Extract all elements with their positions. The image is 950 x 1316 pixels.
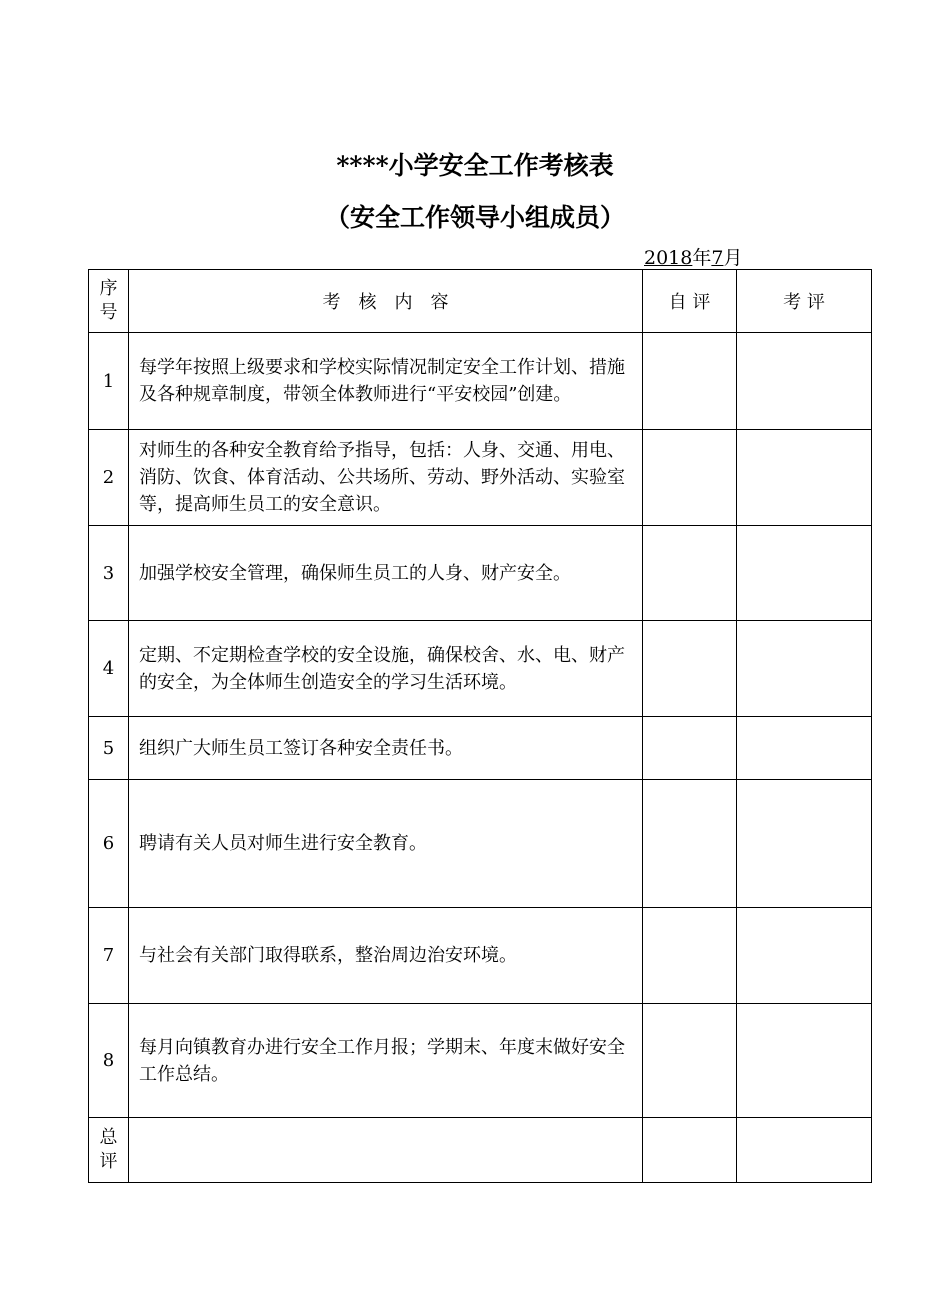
- row-number: 2: [89, 430, 129, 526]
- review-eval-cell[interactable]: [737, 526, 872, 621]
- summary-review-cell[interactable]: [737, 1118, 872, 1183]
- review-eval-cell[interactable]: [737, 621, 872, 717]
- summary-content-cell[interactable]: [129, 1118, 643, 1183]
- self-eval-cell[interactable]: [643, 430, 737, 526]
- table-row: [89, 717, 872, 780]
- table-row: [89, 333, 872, 430]
- row-number: 4: [89, 621, 129, 717]
- assessment-table: [88, 269, 872, 1183]
- row-content: 定期、不定期检查学校的安全设施，确保校舍、水、电、财产的安全，为全体师生创造安全的学习生活环境。: [129, 621, 643, 717]
- self-eval-cell[interactable]: [643, 780, 737, 908]
- header-review-eval: 考 评: [737, 270, 872, 333]
- date-month-suffix: 月: [723, 247, 743, 269]
- summary-row: [89, 1118, 872, 1183]
- header-index-top: 序: [99, 278, 118, 299]
- row-number: 1: [89, 333, 129, 430]
- row-number: 5: [89, 717, 129, 780]
- date-line: [644, 243, 742, 270]
- table-row: [89, 780, 872, 908]
- review-eval-cell[interactable]: [737, 717, 872, 780]
- row-content: 每月向镇教育办进行安全工作月报；学期末、年度末做好安全工作总结。: [129, 1004, 643, 1118]
- self-eval-cell[interactable]: [643, 526, 737, 621]
- row-number: 8: [89, 1004, 129, 1118]
- row-content: 组织广大师生员工签订各种安全责任书。: [129, 717, 643, 780]
- summary-self-cell[interactable]: [643, 1118, 737, 1183]
- row-content: 加强学校安全管理，确保师生员工的人身、财产安全。: [129, 526, 643, 621]
- summary-label-top: 总: [99, 1127, 118, 1148]
- review-eval-cell[interactable]: [737, 333, 872, 430]
- page-subtitle: （安全工作领导小组成员）: [324, 203, 625, 232]
- date-year: 2018: [644, 247, 693, 269]
- table-row: [89, 430, 872, 526]
- self-eval-cell[interactable]: [643, 717, 737, 780]
- table-row: [89, 908, 872, 1004]
- header-row: [89, 270, 872, 333]
- review-eval-cell[interactable]: [737, 908, 872, 1004]
- table-row: [89, 1004, 872, 1118]
- self-eval-cell[interactable]: [643, 333, 737, 430]
- header-index-bottom: 号: [99, 302, 118, 323]
- review-eval-cell[interactable]: [737, 430, 872, 526]
- header-self-eval: 自 评: [643, 270, 737, 333]
- review-eval-cell[interactable]: [737, 780, 872, 908]
- header-index: [89, 270, 129, 333]
- page-title: ****小学安全工作考核表: [336, 151, 614, 180]
- self-eval-cell[interactable]: [643, 1004, 737, 1118]
- table-row: [89, 621, 872, 717]
- row-content: 每学年按照上级要求和学校实际情况制定安全工作计划、措施及各种规章制度，带领全体教师进行“平安校园”创建。: [129, 333, 643, 430]
- table-row: [89, 526, 872, 621]
- self-eval-cell[interactable]: [643, 621, 737, 717]
- self-eval-cell[interactable]: [643, 908, 737, 1004]
- header-content: 考 核 内 容: [129, 270, 643, 333]
- row-number: 6: [89, 780, 129, 908]
- summary-label: [89, 1118, 129, 1183]
- row-content: 与社会有关部门取得联系，整治周边治安环境。: [129, 908, 643, 1004]
- summary-label-bottom: 评: [99, 1151, 118, 1172]
- date-month: 7: [711, 247, 724, 269]
- row-number: 7: [89, 908, 129, 1004]
- row-content: 对师生的各种安全教育给予指导，包括：人身、交通、用电、消防、饮食、体育活动、公共场所、劳动、野外活动、实验室等，提高师生员工的安全意识。: [129, 430, 643, 526]
- row-number: 3: [89, 526, 129, 621]
- date-year-suffix: 年: [692, 247, 712, 269]
- review-eval-cell[interactable]: [737, 1004, 872, 1118]
- row-content: 聘请有关人员对师生进行安全教育。: [129, 780, 643, 908]
